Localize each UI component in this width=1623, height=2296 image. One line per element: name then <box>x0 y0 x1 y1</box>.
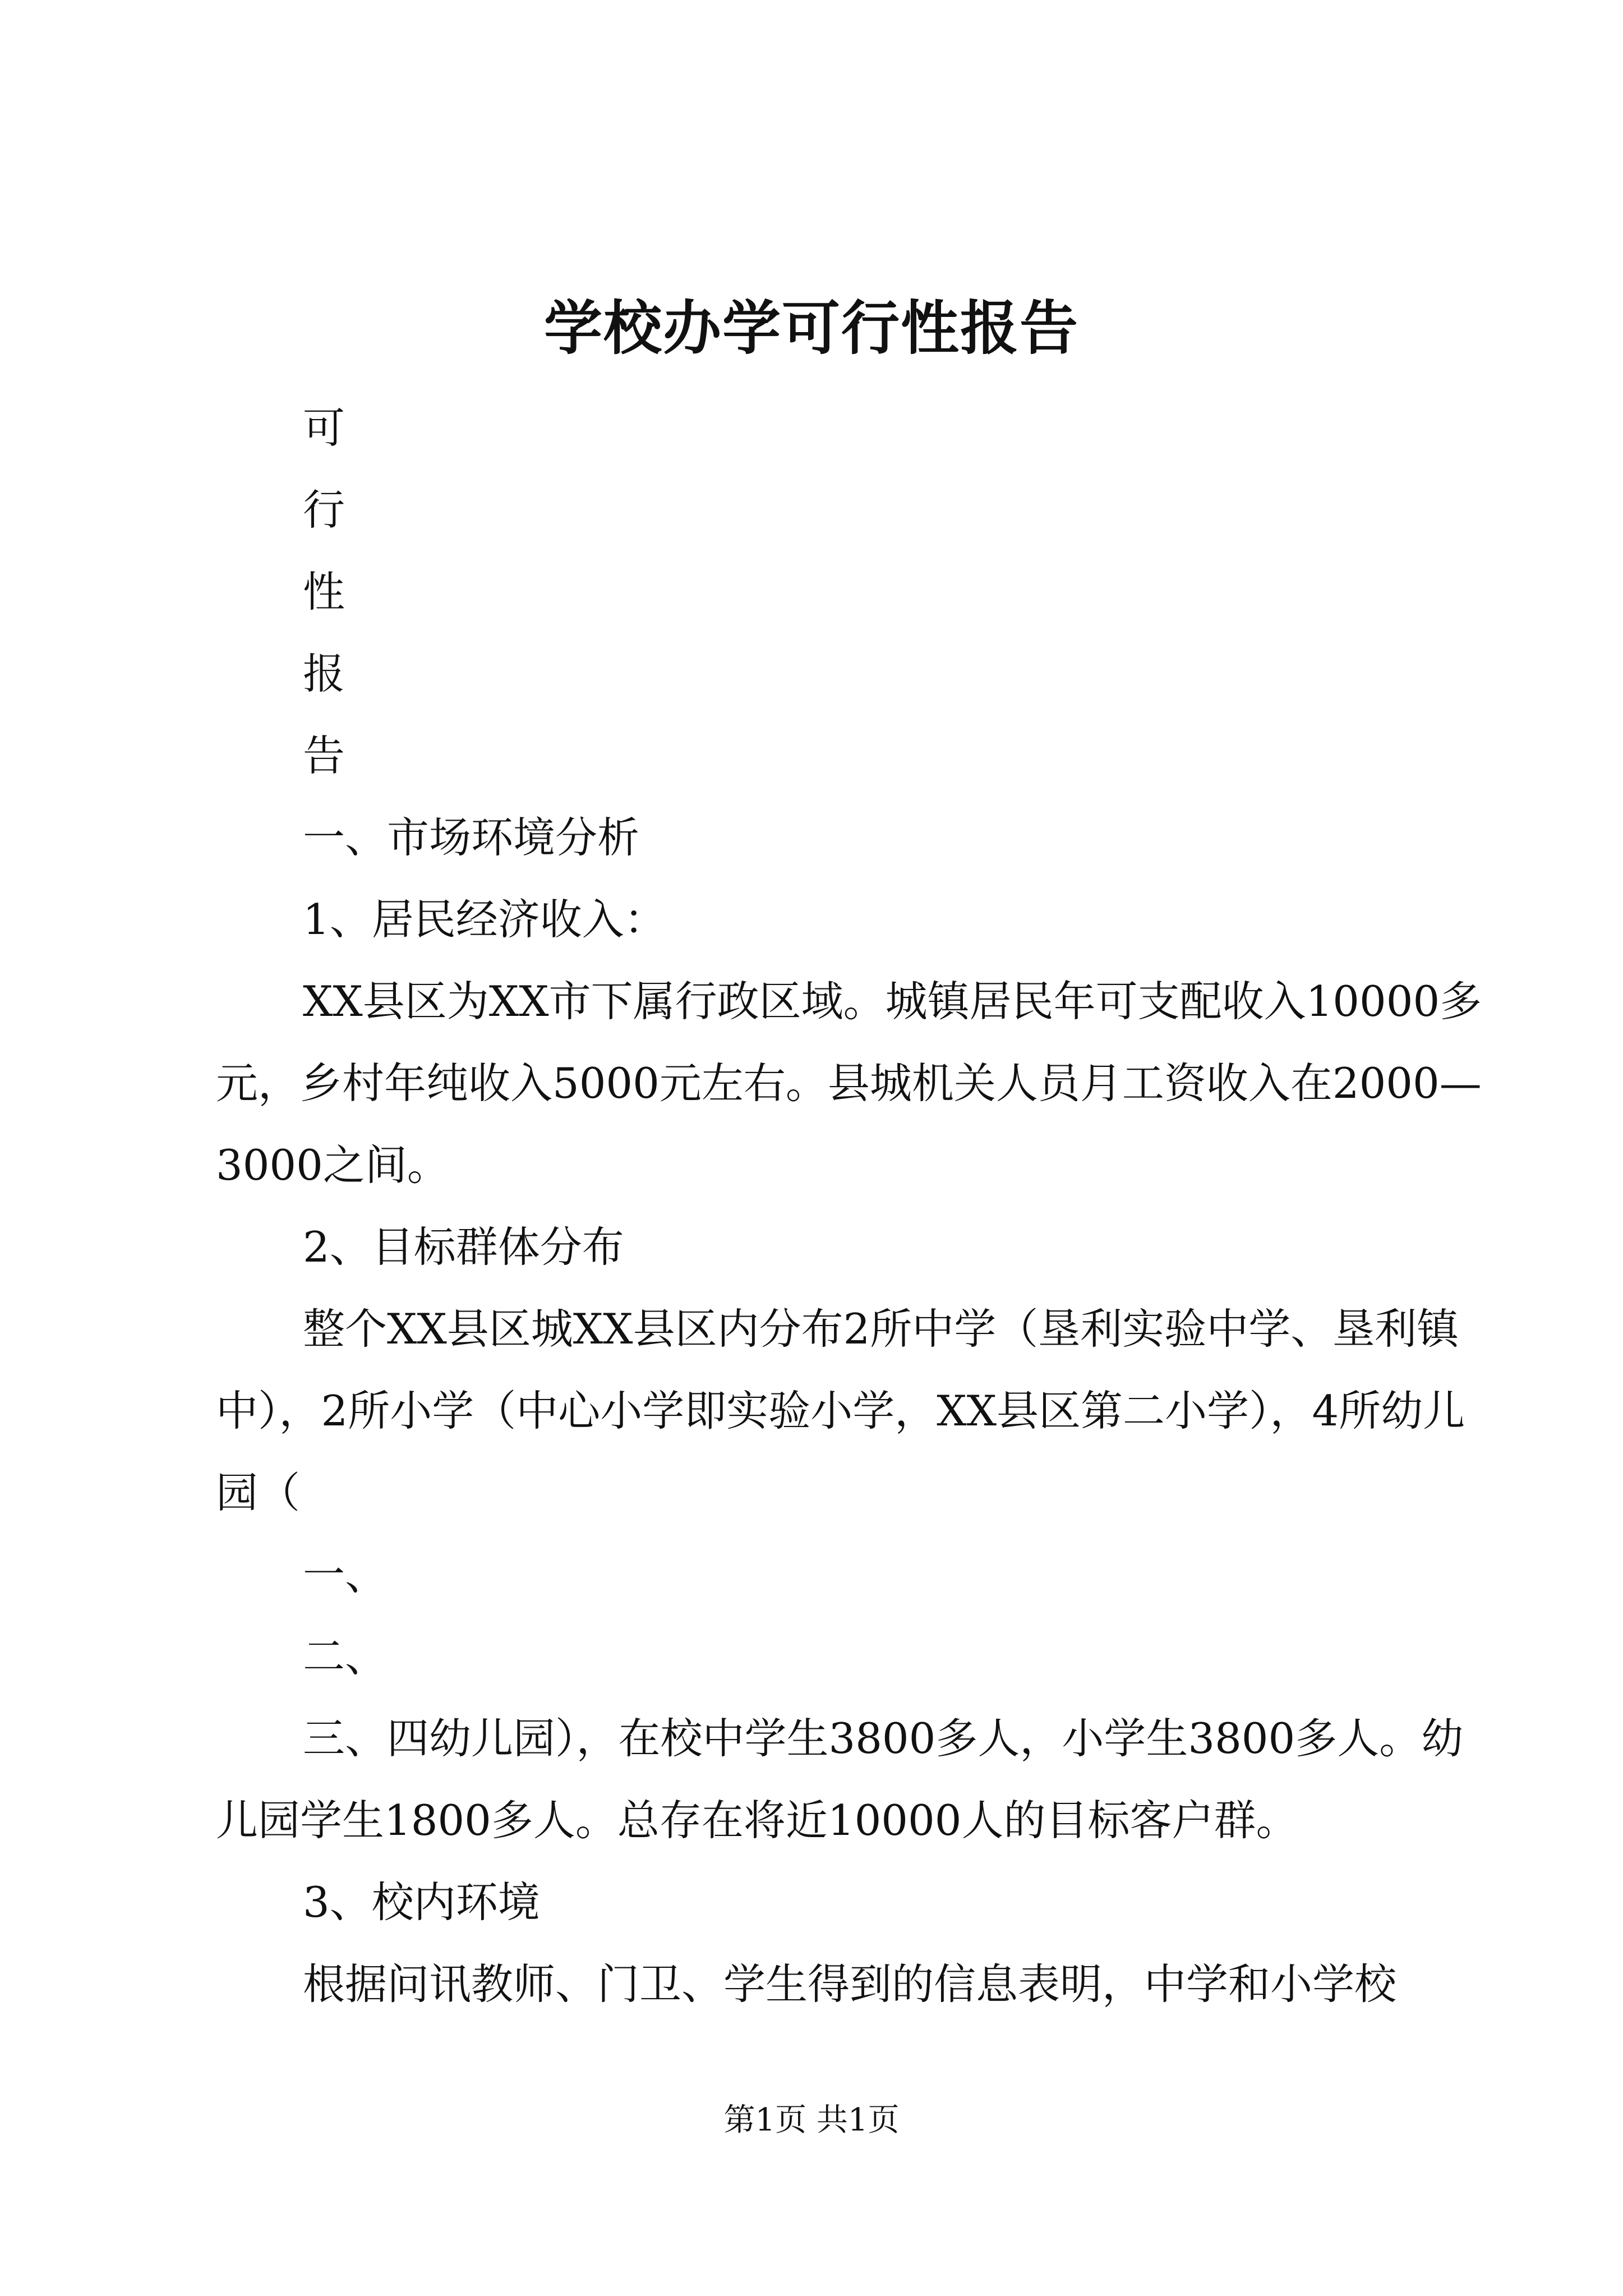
paragraph: 一、 <box>303 1550 388 1599</box>
section-heading: 一、市场环境分析 <box>303 813 640 862</box>
subsection-heading: 1、居民经济收入： <box>303 895 666 944</box>
subsection-heading: 2、目标群体分布 <box>303 1222 624 1272</box>
paragraph: 可 <box>303 403 345 453</box>
page-footer: 第1页 共1页 <box>723 2102 900 2138</box>
paragraph: 报 <box>303 649 345 698</box>
document-body <box>216 387 1483 2025</box>
paragraph: 整个XX县区城XX县区内分布2所中学（垦利实验中学、垦利镇中），2所小学（中心小学即实验小学，XX县区第二小学），4所幼儿园（ <box>216 1304 1465 1517</box>
paragraph: 告 <box>303 731 345 780</box>
paragraph: 二、 <box>303 1632 388 1681</box>
paragraph: XX县区为XX市下属行政区域。城镇居民年可支配收入10000多元，乡村年纯收入5000元左右。县城机关人员月工资收入在2000—3000之间。 <box>216 977 1482 1190</box>
document-title: 学校办学可行性报告 <box>543 293 1079 362</box>
paragraph: 三、四幼儿园），在校中学生3800多人，小学生3800多人。幼儿园学生1800多人。总存在将近10000人的目标客户群。 <box>216 1714 1464 1845</box>
paragraph: 性 <box>303 567 345 616</box>
paragraph: 根据问讯教师、门卫、学生得到的信息表明，中学和小学校 <box>303 1959 1397 2009</box>
subsection-heading: 3、校内环境 <box>303 1878 540 1927</box>
paragraph: 行 <box>303 485 345 535</box>
